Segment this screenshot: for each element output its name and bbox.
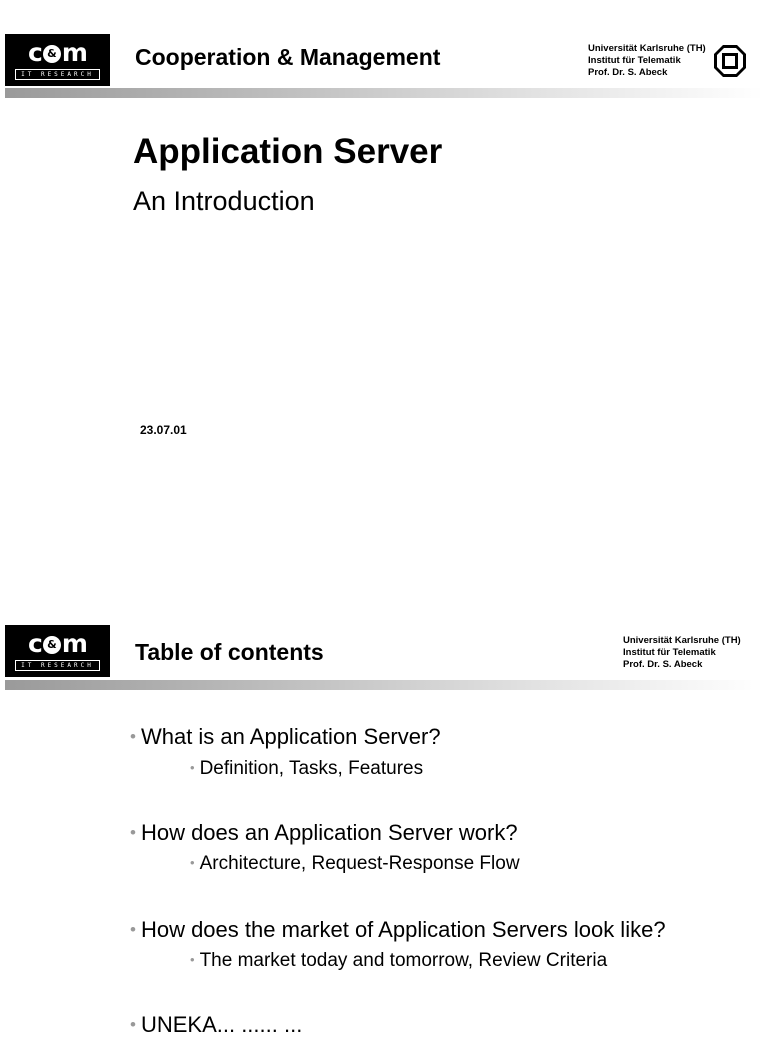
toc-item-text: How does the market of Application Servers look like? bbox=[140, 917, 666, 942]
toc-subitem bbox=[190, 758, 423, 780]
slide-date: 23.07.01 bbox=[140, 423, 187, 437]
bullet-icon: • bbox=[130, 823, 136, 842]
toc-item-text: How does an Application Server work? bbox=[140, 820, 518, 845]
toc-slide bbox=[0, 610, 768, 1037]
toc-subitem-text: Definition, Tasks, Features bbox=[199, 758, 424, 779]
bullet-icon: • bbox=[190, 855, 195, 870]
header-divider bbox=[5, 680, 763, 690]
bullet-icon: • bbox=[130, 727, 136, 746]
university-emblem-icon bbox=[713, 44, 747, 78]
toc-subitem bbox=[190, 853, 520, 875]
logo-ampersand: & bbox=[43, 45, 61, 63]
header-title: Cooperation & Management bbox=[135, 44, 441, 70]
toc-item bbox=[130, 917, 666, 943]
slide-title: Application Server bbox=[133, 132, 443, 171]
header-title: Table of contents bbox=[135, 639, 324, 665]
logo-ampersand: & bbox=[43, 636, 61, 654]
bullet-icon: • bbox=[190, 952, 195, 967]
toc-subitem-text: The market today and tomorrow, Review Criteria bbox=[199, 950, 608, 971]
toc-item bbox=[130, 820, 518, 846]
logo-subtitle: IT RESEARCH bbox=[15, 660, 100, 671]
university-info bbox=[588, 43, 706, 79]
toc-subitem-text: Architecture, Request-Response Flow bbox=[199, 853, 520, 874]
professor-name: Prof. Dr. S. Abeck bbox=[623, 659, 703, 670]
university-name: Universität Karlsruhe (TH) bbox=[623, 635, 741, 646]
bullet-icon: • bbox=[130, 1015, 136, 1034]
toc-item bbox=[130, 724, 441, 750]
bullet-icon: • bbox=[190, 760, 195, 775]
institute-name: Institut für Telematik bbox=[588, 55, 681, 66]
toc-item bbox=[130, 1012, 302, 1038]
toc-subitem bbox=[190, 950, 607, 972]
com-logo bbox=[5, 625, 110, 677]
com-logo bbox=[5, 34, 110, 86]
professor-name: Prof. Dr. S. Abeck bbox=[588, 67, 668, 78]
university-name: Universität Karlsruhe (TH) bbox=[588, 43, 706, 54]
header-divider bbox=[5, 88, 763, 98]
bullet-icon: • bbox=[130, 920, 136, 939]
logo-subtitle: IT RESEARCH bbox=[15, 69, 100, 80]
logo-letters: c & m bbox=[28, 38, 87, 67]
institute-name: Institut für Telematik bbox=[623, 647, 716, 658]
toc-item-text: What is an Application Server? bbox=[140, 724, 441, 749]
toc-item-text: UNEKA... ...... ... bbox=[140, 1012, 303, 1037]
logo-letters: c & m bbox=[28, 629, 87, 658]
university-info bbox=[623, 635, 741, 671]
slide-subtitle: An Introduction bbox=[133, 186, 315, 216]
